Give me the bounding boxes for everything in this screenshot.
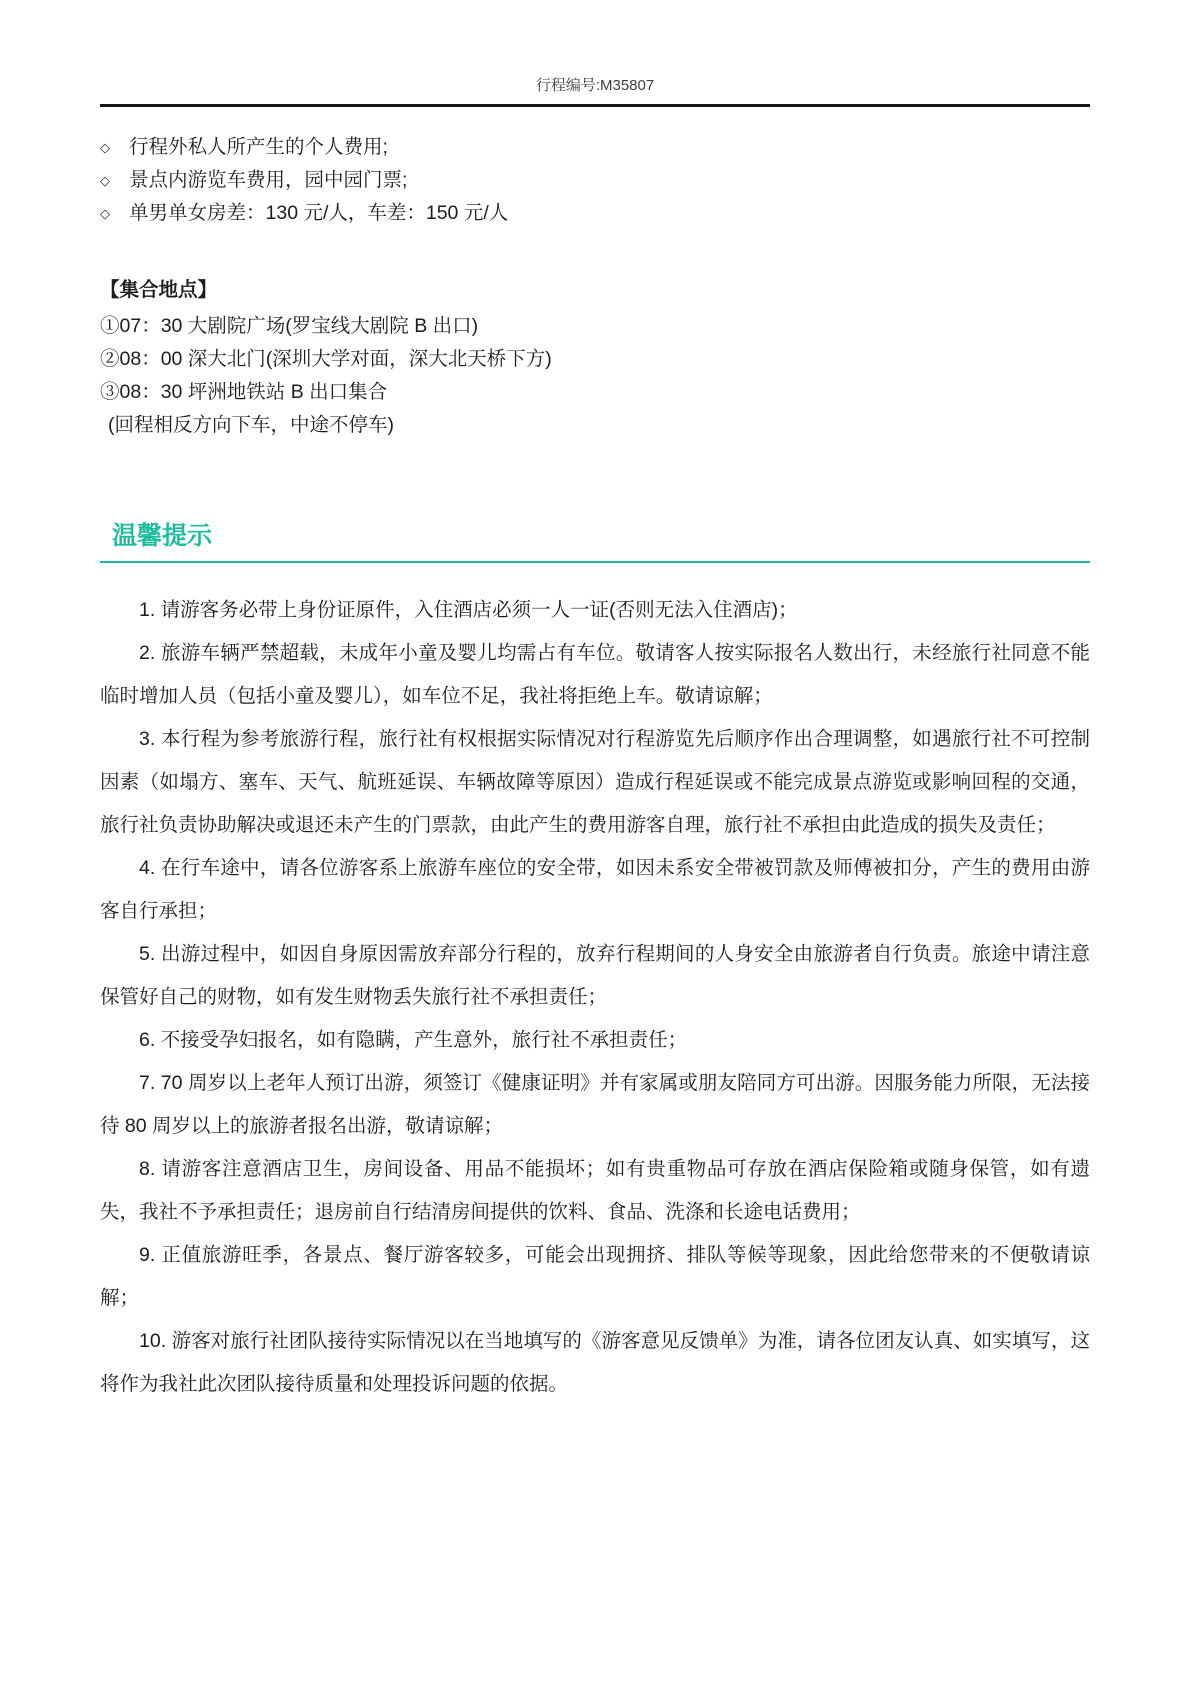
diamond-bullet-icon: ◇ bbox=[100, 140, 110, 155]
header-divider bbox=[100, 104, 1090, 107]
exclusion-text: 行程外私人所产生的个人费用; bbox=[129, 136, 388, 158]
page-header bbox=[100, 76, 1090, 107]
list-item bbox=[100, 131, 1090, 164]
exclusion-text: 单男单女房差：130 元/人，车差：150 元/人 bbox=[129, 202, 509, 224]
tip-paragraph: 6. 不接受孕妇报名，如有隐瞒，产生意外，旅行社不承担责任； bbox=[139, 1029, 688, 1051]
tip-paragraph: 4. 在行车途中，请各位游客系上旅游车座位的安全带，如因未系安全带被罚款及师傅被扣分，产生的费用由游客自行承担； bbox=[100, 857, 1090, 922]
list-item bbox=[100, 197, 1090, 230]
list-item bbox=[100, 164, 1090, 197]
exclusion-list bbox=[100, 131, 1090, 230]
itinerary-number: 行程编号:M35807 bbox=[535, 77, 655, 94]
meeting-point: ③08：30 坪洲地铁站 B 出口集合 bbox=[100, 381, 388, 403]
tip-paragraph: 9. 正值旅游旺季，各景点、餐厅游客较多，可能会出现拥挤、排队等候等现象，因此给您带来的不便敬请谅解； bbox=[100, 1244, 1090, 1309]
tip-paragraph: 10. 游客对旅行社团队接待实际情况以在当地填写的《游客意见反馈单》为准，请各位团友认真、如实填写，这将作为我社此次团队接待质量和处理投诉问题的依据。 bbox=[100, 1330, 1090, 1395]
tip-paragraph: 7. 70 周岁以上老年人预订出游，须签订《健康证明》并有家属或朋友陪同方可出游。因服务能力所限，无法接待 80 周岁以上的旅游者报名出游，敬请谅解； bbox=[100, 1072, 1090, 1137]
meeting-section-title: 【集合地点】 bbox=[100, 279, 218, 301]
tip-paragraph: 5. 出游过程中，如因自身原因需放弃部分行程的，放弃行程期间的人身安全由旅游者自行负责。旅途中请注意保管好自己的财物，如有发生财物丢失旅行社不承担责任； bbox=[100, 943, 1090, 1008]
tips-divider bbox=[100, 561, 1090, 563]
tip-paragraph: 3. 本行程为参考旅游行程，旅行社有权根据实际情况对行程游览先后顺序作出合理调整，如遇旅行社不可控制因素（如塌方、塞车、天气、航班延误、车辆故障等原因）造成行程延误或不能完成景点游览或影响回程的交通，旅行社负责协助解决或退还未产生的门票款，由此产生的费用游客自理，旅行社不承担由此造成的损失及责任； bbox=[100, 728, 1090, 836]
tips-body bbox=[100, 589, 1090, 1406]
tips-section-title: 温馨提示 bbox=[112, 522, 213, 550]
tips-section bbox=[100, 520, 1090, 1406]
diamond-bullet-icon: ◇ bbox=[100, 206, 110, 221]
meeting-return-note: (回程相反方向下车，中途不停车) bbox=[108, 414, 394, 436]
meeting-point-section bbox=[100, 274, 1090, 442]
meeting-point: ②08：00 深大北门(深圳大学对面，深大北天桥下方) bbox=[100, 348, 552, 370]
tip-paragraph: 8. 请游客注意酒店卫生，房间设备、用品不能损坏；如有贵重物品可存放在酒店保险箱或随身保管，如有遗失，我社不予承担责任；退房前自行结清房间提供的饮料、食品、洗涤和长途电话费用； bbox=[100, 1158, 1090, 1223]
exclusion-text: 景点内游览车费用，园中园门票; bbox=[129, 169, 408, 191]
tips-header bbox=[100, 520, 1090, 563]
meeting-point: ①07：30 大剧院广场(罗宝线大剧院 B 出口) bbox=[100, 315, 479, 337]
tip-paragraph: 2. 旅游车辆严禁超载，未成年小童及婴儿均需占有车位。敬请客人按实际报名人数出行，未经旅行社同意不能临时增加人员（包括小童及婴儿），如车位不足，我社将拒绝上车。敬请谅解； bbox=[100, 642, 1090, 707]
diamond-bullet-icon: ◇ bbox=[100, 173, 110, 188]
tip-paragraph: 1. 请游客务必带上身份证原件，入住酒店必须一人一证(否则无法入住酒店)； bbox=[139, 599, 798, 621]
